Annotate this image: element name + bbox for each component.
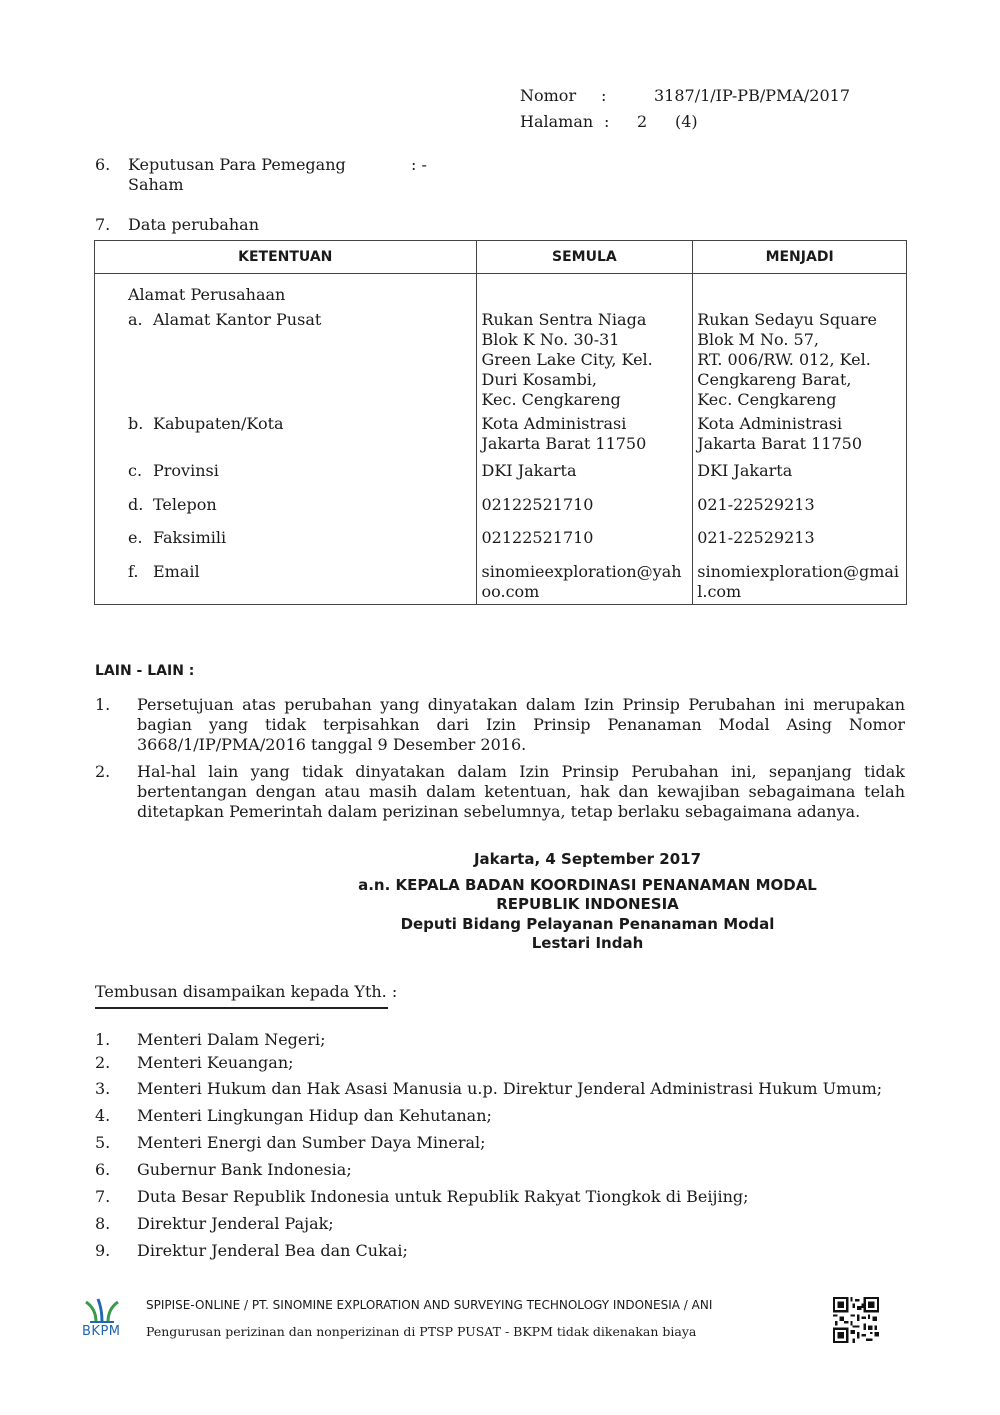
tembusan-item-9: Direktur Jenderal Bea dan Cukai; [137, 1241, 408, 1260]
row-d-semula: 02122521710 [481, 495, 594, 514]
semula-line: Blok K No. 30-31 [481, 330, 620, 349]
tembusan-item-6: Gubernur Bank Indonesia; [137, 1160, 352, 1179]
signature-line1: a.n. KEPALA BADAN KOORDINASI PENANAMAN MODAL [358, 876, 817, 894]
row-f-semula [482, 562, 682, 602]
row-b-label: Kabupaten/Kota [153, 414, 284, 433]
footer-notice-line: Pengurusan perizinan dan nonperizinan di PTSP PUSAT - BKPM tidak dikenakan biaya [146, 1324, 697, 1339]
semula-line: sinomieexploration@yah [481, 562, 682, 581]
row-c-label: Provinsi [153, 461, 219, 480]
menjadi-line: Kec. Cengkareng [697, 390, 837, 409]
tembusan-num-1: 1. [95, 1030, 111, 1049]
row-a-letter: a. [128, 310, 143, 329]
tembusan-heading: Tembusan disampaikan kepada Yth. : [95, 982, 398, 1001]
tembusan-item-2: Menteri Keuangan; [137, 1053, 294, 1072]
halaman-total: (4) [675, 112, 698, 131]
semula-line: oo.com [481, 582, 540, 601]
semula-line: Green Lake City, Kel. [481, 350, 653, 369]
item6-value: : - [411, 155, 427, 174]
row-d-menjadi: 021-22529213 [697, 495, 815, 514]
nomor-label: Nomor [520, 86, 577, 105]
halaman-separator: : [604, 112, 610, 131]
tembusan-num-3: 3. [95, 1079, 111, 1098]
row-a-label: Alamat Kantor Pusat [153, 310, 322, 329]
nomor-separator: : [601, 86, 607, 105]
item6-number: 6. [95, 155, 111, 174]
semula-line: Rukan Sentra Niaga [481, 310, 647, 329]
lain-item2-text: Hal-hal lain yang tidak dinyatakan dalam Izin Prinsip Perubahan ini, sepanjang tidak bertentangan dengan atau masih dalam ketentuan, hak dan kewajiban sebagaimana telah ditetapkan Pemerintah dalam perizinan sebelumnya, tetap berlaku sebagaimana adanya. [137, 762, 905, 821]
footer-source-line: SPIPISE-ONLINE / PT. SINOMINE EXPLORATION AND SURVEYING TECHNOLOGY INDONESIA / ANI [146, 1298, 713, 1312]
row-e-letter: e. [128, 528, 143, 547]
item7-number: 7. [95, 215, 111, 234]
lain-lain-heading: LAIN - LAIN : [95, 663, 195, 679]
tembusan-num-9: 9. [95, 1241, 111, 1260]
row-f-menjadi [697, 562, 899, 602]
lain-item1-number: 1. [95, 695, 111, 714]
menjadi-line: RT. 006/RW. 012, Kel. [697, 350, 871, 369]
tembusan-item-5: Menteri Energi dan Sumber Daya Mineral; [137, 1133, 486, 1152]
menjadi-line: Cengkareng Barat, [697, 370, 852, 389]
semula-line: Jakarta Barat 11750 [481, 434, 647, 453]
tembusan-item-3: Menteri Hukum dan Hak Asasi Manusia u.p. Direktur Jenderal Administrasi Hukum Umum; [137, 1079, 883, 1098]
lain-item2-number: 2. [95, 762, 111, 781]
tembusan-item-8: Direktur Jenderal Pajak; [137, 1214, 334, 1233]
lain-item1-text: Persetujuan atas perubahan yang dinyatakan dalam Izin Prinsip Perubahan ini merupakan bagian yang tidak terpisahkan dari Izin Prinsip Penanaman Modal Asing Nomor 3668/1/IP/PMA/2016 tanggal 9 Desember 2016. [137, 695, 905, 754]
menjadi-line: Kota Administrasi [697, 414, 843, 433]
menjadi-line: l.com [697, 582, 742, 601]
item7-label: Data perubahan [128, 215, 260, 234]
row-e-menjadi: 021-22529213 [697, 528, 815, 547]
signature-place-date: Jakarta, 4 September 2017 [473, 850, 702, 868]
halaman-value: 2 [637, 112, 648, 131]
menjadi-line: Blok M No. 57, [697, 330, 819, 349]
qr-code-icon [833, 1297, 879, 1343]
row-d-label: Telepon [153, 495, 217, 514]
row-f-label: Email [153, 562, 200, 581]
tembusan-num-5: 5. [95, 1133, 111, 1152]
tembusan-num-4: 4. [95, 1106, 111, 1125]
semula-column [476, 274, 693, 605]
row-b-semula [482, 414, 647, 454]
signature-line3: Deputi Bidang Pelayanan Penanaman Modal [400, 915, 775, 933]
item6-label-line2: Saham [128, 175, 184, 194]
row-b-menjadi [697, 414, 862, 454]
semula-line: Kota Administrasi [481, 414, 627, 433]
row-a-semula [482, 310, 653, 410]
row-e-label: Faksimili [153, 528, 227, 547]
header-semula: SEMULA [476, 241, 693, 274]
change-data-table [94, 240, 907, 605]
semula-line: Kec. Cengkareng [481, 390, 621, 409]
row-e-semula: 02122521710 [481, 528, 594, 547]
menjadi-column [693, 274, 907, 605]
ketentuan-column [95, 274, 477, 605]
tembusan-num-2: 2. [95, 1053, 111, 1072]
row-c-menjadi: DKI Jakarta [697, 461, 793, 480]
semula-line: Duri Kosambi, [481, 370, 598, 389]
tembusan-item-7: Duta Besar Republik Indonesia untuk Republik Rakyat Tiongkok di Beijing; [137, 1187, 749, 1206]
menjadi-line: sinomiexploration@gmai [697, 562, 900, 581]
halaman-label: Halaman [520, 112, 594, 131]
row-c-semula: DKI Jakarta [481, 461, 577, 480]
tembusan-num-7: 7. [95, 1187, 111, 1206]
tembusan-num-8: 8. [95, 1214, 111, 1233]
tembusan-item-1: Menteri Dalam Negeri; [137, 1030, 326, 1049]
row-d-letter: d. [128, 495, 144, 514]
tembusan-num-6: 6. [95, 1160, 111, 1179]
tembusan-item-4: Menteri Lingkungan Hidup dan Kehutanan; [137, 1106, 492, 1125]
signature-line2: REPUBLIK INDONESIA [496, 895, 679, 913]
header-ketentuan: KETENTUAN [95, 241, 477, 274]
row-a-menjadi [697, 310, 877, 410]
item6-label-line1: Keputusan Para Pemegang [128, 155, 346, 174]
header-menjadi: MENJADI [693, 241, 907, 274]
signature-name: Lestari Indah [531, 934, 644, 952]
table-header-row [95, 241, 907, 274]
bkpm-logo-icon [82, 1296, 142, 1326]
item6-label [128, 155, 346, 195]
menjadi-line: Rukan Sedayu Square [697, 310, 878, 329]
bkpm-logo [82, 1296, 142, 1342]
section-label: Alamat Perusahaan [128, 285, 286, 304]
row-c-letter: c. [128, 461, 143, 480]
menjadi-line: Jakarta Barat 11750 [697, 434, 863, 453]
nomor-value: 3187/1/IP-PB/PMA/2017 [654, 86, 851, 105]
table-body-row [95, 274, 907, 605]
tembusan-underline [95, 1007, 388, 1009]
row-f-letter: f. [128, 562, 139, 581]
row-b-letter: b. [128, 414, 144, 433]
bkpm-logo-text: BKPM [82, 1324, 121, 1339]
